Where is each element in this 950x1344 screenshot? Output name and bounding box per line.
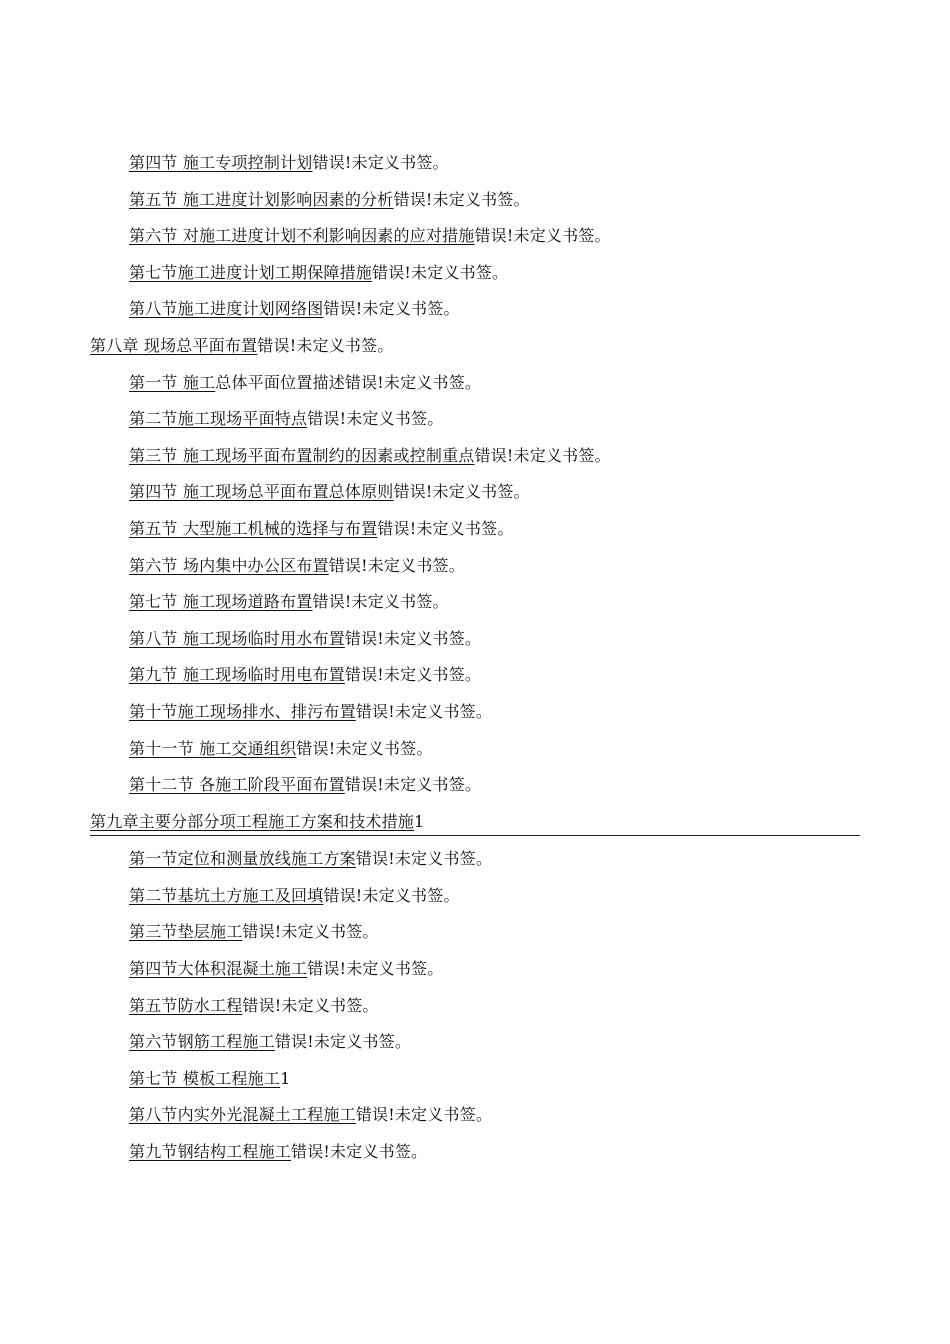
toc-section-entry [0,697,950,734]
toc-entry-link[interactable]: 第八节 施工现场临时用水布置 [129,628,345,648]
toc-entry-page-ref: 错误!未定义书签。 [307,409,444,429]
toc-entry-page-ref: 错误!未定义书签。 [296,738,433,758]
toc-entry-link[interactable]: 第八节内实外光混凝土工程施工 [129,1105,356,1125]
toc-entry-link[interactable]: 第三节 施工现场平面布置制约的因素或控制重点 [129,445,475,465]
toc-entry-page-ref: 错误!未定义书签。 [377,518,514,538]
toc-entry-link[interactable]: 第三节垫层施工 [129,922,243,942]
toc-entry-link[interactable]: 第九节 施工现场临时用电布置 [129,665,345,685]
toc-chapter-entry [0,331,950,368]
toc-entry-page-ref: 错误!未定义书签。 [242,922,379,942]
toc-section-entry [0,954,950,991]
toc-entry-link[interactable]: 第七节施工进度计划工期保障措施 [129,262,373,282]
toc-section-entry [0,185,950,222]
toc-entry-link[interactable]: 第一节定位和测量放线施工方案 [129,849,356,869]
toc-section-entry [0,660,950,697]
toc-section-entry [0,514,950,551]
toc-section-entry [0,404,950,441]
toc-entry-link[interactable]: 第十节施工现场排水、排污布置 [129,701,356,721]
toc-section-entry [0,551,950,588]
toc-section-entry [0,368,950,405]
toc-section-entry [0,770,950,807]
toc-entry-page-ref: 错误!未定义书签。 [242,995,379,1015]
toc-section-entry [0,221,950,258]
toc-entry-page-ref: 总体平面位置描述错误!未定义书签。 [215,372,482,392]
toc-entry-link[interactable]: 第六节 场内集中办公区布置 [129,555,329,575]
toc-entry-page-ref: 错误!未定义书签。 [328,555,465,575]
toc-entry-page-ref: 错误!未定义书签。 [393,189,530,209]
toc-entry-page-ref: 错误!未定义书签。 [344,775,482,795]
toc-entry-page-ref: 错误!未定义书签。 [274,1032,412,1052]
toc-section-entry [0,917,950,954]
toc-section-entry [0,477,950,514]
toc-entry-page-ref: 错误!未定义书签。 [474,226,611,246]
toc-entry-link[interactable]: 第六节 对施工进度计划不利影响因素的应对措施 [129,226,475,246]
toc-section-entry [0,1137,950,1174]
toc-entry-link[interactable]: 第八章 现场总平面布置 [90,335,258,355]
toc-section-entry [0,844,950,881]
toc-entry-link[interactable]: 第一节 施工 [129,372,216,392]
toc-entry-link[interactable]: 第七节 施工现场道路布置 [129,592,313,612]
toc-section-entry [0,441,950,478]
toc-entry-link[interactable]: 第二节施工现场平面特点 [129,409,308,429]
toc-entry-page-ref: 错误!未定义书签。 [355,1105,493,1125]
toc-entry-page-ref: 错误!未定义书签。 [393,482,530,502]
toc-entry-link[interactable]: 第六节钢筋工程施工 [129,1032,275,1052]
toc-entry-link[interactable]: 第五节 大型施工机械的选择与布置 [129,518,378,538]
toc-entry-link[interactable]: 第五节 施工进度计划影响因素的分析 [129,189,394,209]
toc-entry-link[interactable]: 第五节防水工程 [129,995,243,1015]
toc-entry-link[interactable]: 第九章主要分部分项工程施工方案和技术措施 [90,811,415,831]
toc-section-entry [0,991,950,1028]
toc-entry-page-ref: 错误!未定义书签。 [323,299,460,319]
toc-entry-page-ref: 1 [280,1068,291,1088]
toc-section-entry [0,881,950,918]
toc-entry-link[interactable]: 第四节 施工专项控制计划 [129,153,313,172]
toc-entry-page-ref: 错误!未定义书签。 [257,335,394,355]
toc-chapter-entry [0,807,950,844]
toc-section-entry [0,294,950,331]
toc-entry-page-ref: 错误!未定义书签。 [312,592,449,612]
toc-entry-page-ref: 错误!未定义书签。 [344,665,482,685]
toc-entry-page-ref: 错误!未定义书签。 [344,628,482,648]
toc-entry-link[interactable]: 第四节大体积混凝土施工 [129,959,308,979]
table-of-contents [0,148,950,1174]
toc-section-entry [0,1027,950,1064]
toc-entry-link[interactable]: 第十二节 各施工阶段平面布置 [129,775,345,795]
toc-entry-link[interactable]: 第八节施工进度计划网络图 [129,299,324,319]
toc-section-entry [0,624,950,661]
toc-section-entry [0,258,950,295]
toc-section-entry [0,587,950,624]
toc-entry-page-ref: 错误!未定义书签。 [474,445,611,465]
divider-line [90,835,860,836]
toc-entry-page-ref: 错误!未定义书签。 [312,153,449,172]
toc-entry-link[interactable]: 第七节 模板工程施工 [129,1068,281,1088]
toc-entry-page-ref: 错误!未定义书签。 [355,701,493,721]
toc-entry-page-ref: 错误!未定义书签。 [355,849,493,869]
toc-section-entry [0,734,950,771]
toc-section-entry [0,148,950,185]
toc-section-entry [0,1064,950,1101]
toc-entry-page-ref: 错误!未定义书签。 [323,885,460,905]
toc-entry-link[interactable]: 第二节基坑土方施工及回填 [129,885,324,905]
toc-entry-link[interactable]: 第四节 施工现场总平面布置总体原则 [129,482,394,502]
toc-entry-page-ref: 错误!未定义书签。 [372,262,509,282]
toc-entry-page-ref: 1 [414,811,425,831]
toc-section-entry [0,1100,950,1137]
toc-entry-page-ref: 错误!未定义书签。 [291,1142,428,1162]
toc-entry-link[interactable]: 第十一节 施工交通组织 [129,738,297,758]
toc-entry-link[interactable]: 第九节钢结构工程施工 [129,1142,292,1162]
toc-entry-page-ref: 错误!未定义书签。 [307,959,444,979]
